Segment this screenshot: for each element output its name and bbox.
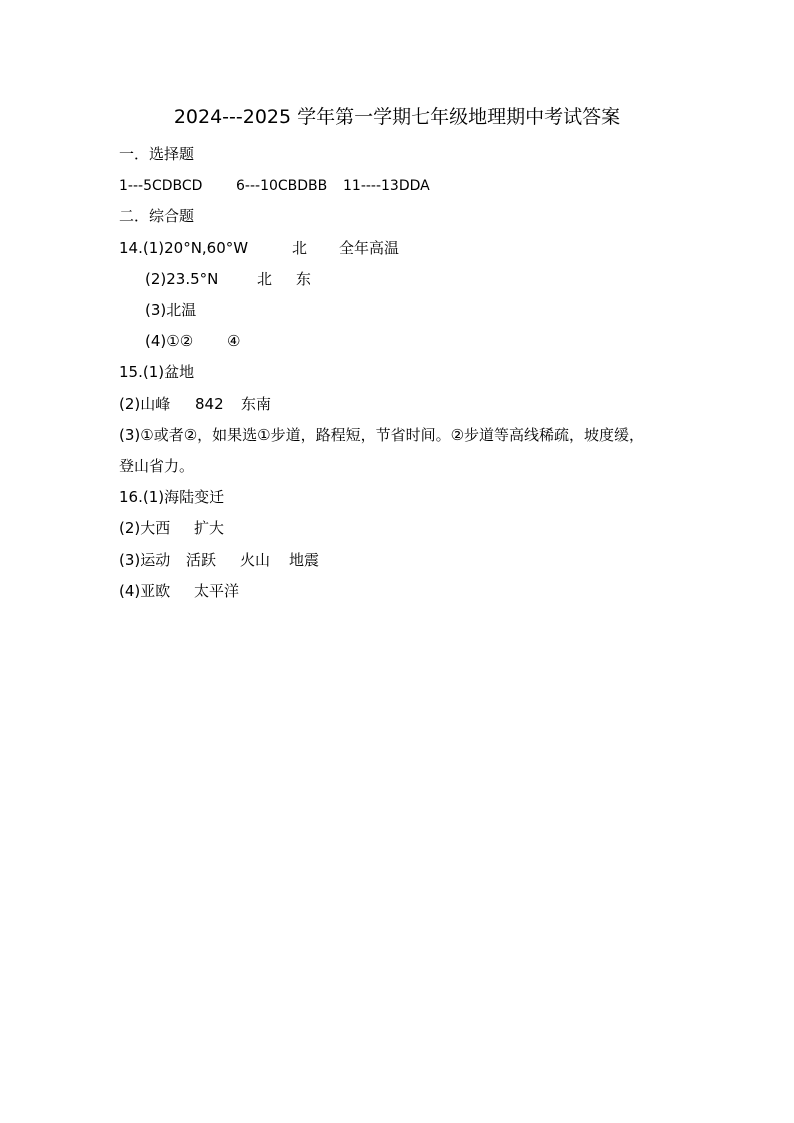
q16-3-volcano: 火山 — [240, 551, 271, 569]
q15-part3-line1: (3)①或者②，如果选①步道，路程短，节省时间。②步道等高线稀疏，坡度缓， — [119, 426, 645, 444]
q16-part1: 16.(1)海陆变迁 — [119, 488, 225, 506]
q15-2-elevation: 842 — [195, 395, 224, 413]
q14-4-first: (4)①② — [145, 332, 194, 350]
q14-2-hemisphere: 北 — [257, 270, 273, 288]
q14-1-climate: 全年高温 — [339, 239, 400, 257]
q16-4-plate: (4)亚欧 — [119, 582, 171, 600]
q16-2-change: 扩大 — [194, 519, 225, 537]
q16-3-movement: (3)运动 — [119, 551, 171, 569]
answers-6-10: 6---10CBDBB — [236, 178, 328, 194]
q14-1-coordinates: 14.(1)20°N,60°W — [119, 239, 249, 257]
q14-part3: (3)北温 — [145, 301, 197, 319]
q15-part3-line2: 登山省力。 — [119, 457, 195, 475]
q14-1-hemisphere: 北 — [292, 239, 308, 257]
section-2-heading: 二．综合题 — [119, 207, 195, 225]
q16-3-earthquake: 地震 — [289, 551, 320, 569]
section-1-heading: 一．选择题 — [119, 145, 195, 163]
q15-2-landform: (2)山峰 — [119, 395, 171, 413]
q16-3-active: 活跃 — [186, 551, 217, 569]
answers-1-5: 1---5CDBCD — [119, 178, 203, 194]
q14-2-direction: 东 — [296, 270, 312, 288]
q15-part1: 15.(1)盆地 — [119, 363, 195, 381]
q16-4-ocean: 太平洋 — [194, 582, 240, 600]
q16-2-ocean: (2)大西 — [119, 519, 171, 537]
answers-11-13: 11----13DDA — [343, 178, 430, 194]
q14-4-second: ④ — [227, 332, 241, 350]
document-title: 2024---2025 学年第一学期七年级地理期中考试答案 — [173, 106, 621, 128]
q15-2-direction: 东南 — [241, 395, 272, 413]
q14-2-latitude: (2)23.5°N — [145, 270, 219, 288]
